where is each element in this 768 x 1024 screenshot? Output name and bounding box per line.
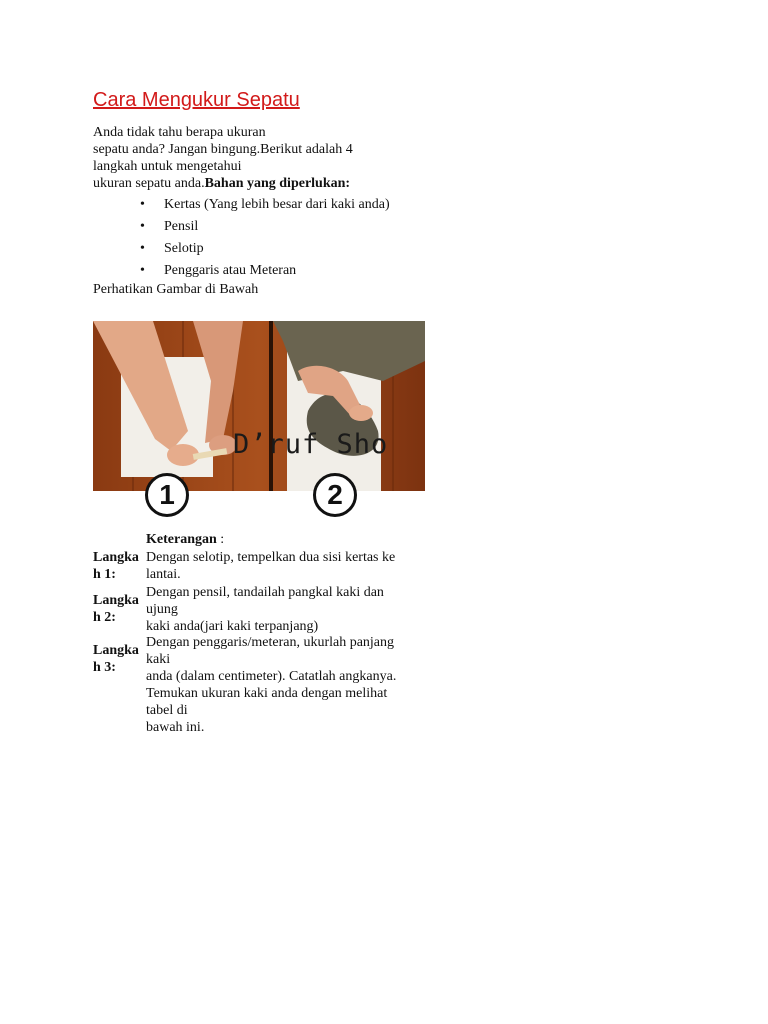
list-item: • Pensil	[93, 216, 390, 238]
step-1-text	[146, 549, 426, 583]
step-line: lantai.	[146, 567, 181, 582]
step-line: kaki	[146, 652, 171, 667]
photo-illustration	[93, 321, 425, 491]
step-1-label: Langkah 1:	[93, 550, 139, 582]
step-line: Dengan pensil, tandailah pangkal kaki dan	[146, 585, 384, 600]
step-line: Temukan ukuran kaki anda dengan melihat	[146, 686, 388, 701]
keterangan-heading	[146, 532, 224, 548]
intro-line: Anda tidak tahu berapa ukuran	[93, 125, 266, 140]
figure-note: Perhatikan Gambar di Bawah	[93, 282, 259, 297]
list-item: • Selotip	[93, 238, 390, 260]
intro-line: langkah untuk mengetahui	[93, 159, 242, 174]
step-line: Dengan penggaris/meteran, ukurlah panjang	[146, 635, 395, 650]
materials-list	[93, 194, 390, 282]
step-2-text	[146, 584, 426, 635]
step-line: tabel di	[146, 703, 188, 718]
intro-line: sepatu anda? Jangan bingung.Berikut adalah 4	[93, 142, 353, 157]
step-line: bawah ini.	[146, 720, 205, 735]
step-line: Dengan selotip, tempelkan dua sisi kertas ke	[146, 550, 396, 565]
step-badge-1: 1	[145, 473, 189, 517]
step-badges	[93, 471, 425, 525]
step-3-label: Langkah 3:	[93, 643, 139, 675]
step-3-text	[146, 634, 426, 736]
intro-line-text: ukuran sepatu anda.	[93, 176, 205, 191]
intro-paragraph	[93, 124, 393, 192]
page-title: Cara Mengukur Sepatu	[93, 89, 300, 111]
list-item: • Penggaris atau Meteran	[93, 260, 390, 282]
keterangan-label: Keterangan	[146, 532, 217, 547]
step-line: ujung	[146, 602, 178, 617]
shop-watermark: D’ruf Sho	[233, 429, 389, 460]
step-2-label: Langkah 2:	[93, 593, 139, 625]
step-badge-2: 2	[313, 473, 357, 517]
intro-line-last	[93, 175, 393, 192]
step-line: kaki anda(jari kaki terpanjang)	[146, 619, 319, 634]
materials-heading: Bahan yang diperlukan:	[204, 176, 351, 191]
step-line: anda (dalam centimeter). Catatlah angkanya.	[146, 669, 397, 684]
measuring-photo	[93, 321, 425, 491]
list-item: • Kertas (Yang lebih besar dari kaki anda)	[93, 194, 390, 216]
keterangan-suffix: :	[216, 532, 225, 547]
